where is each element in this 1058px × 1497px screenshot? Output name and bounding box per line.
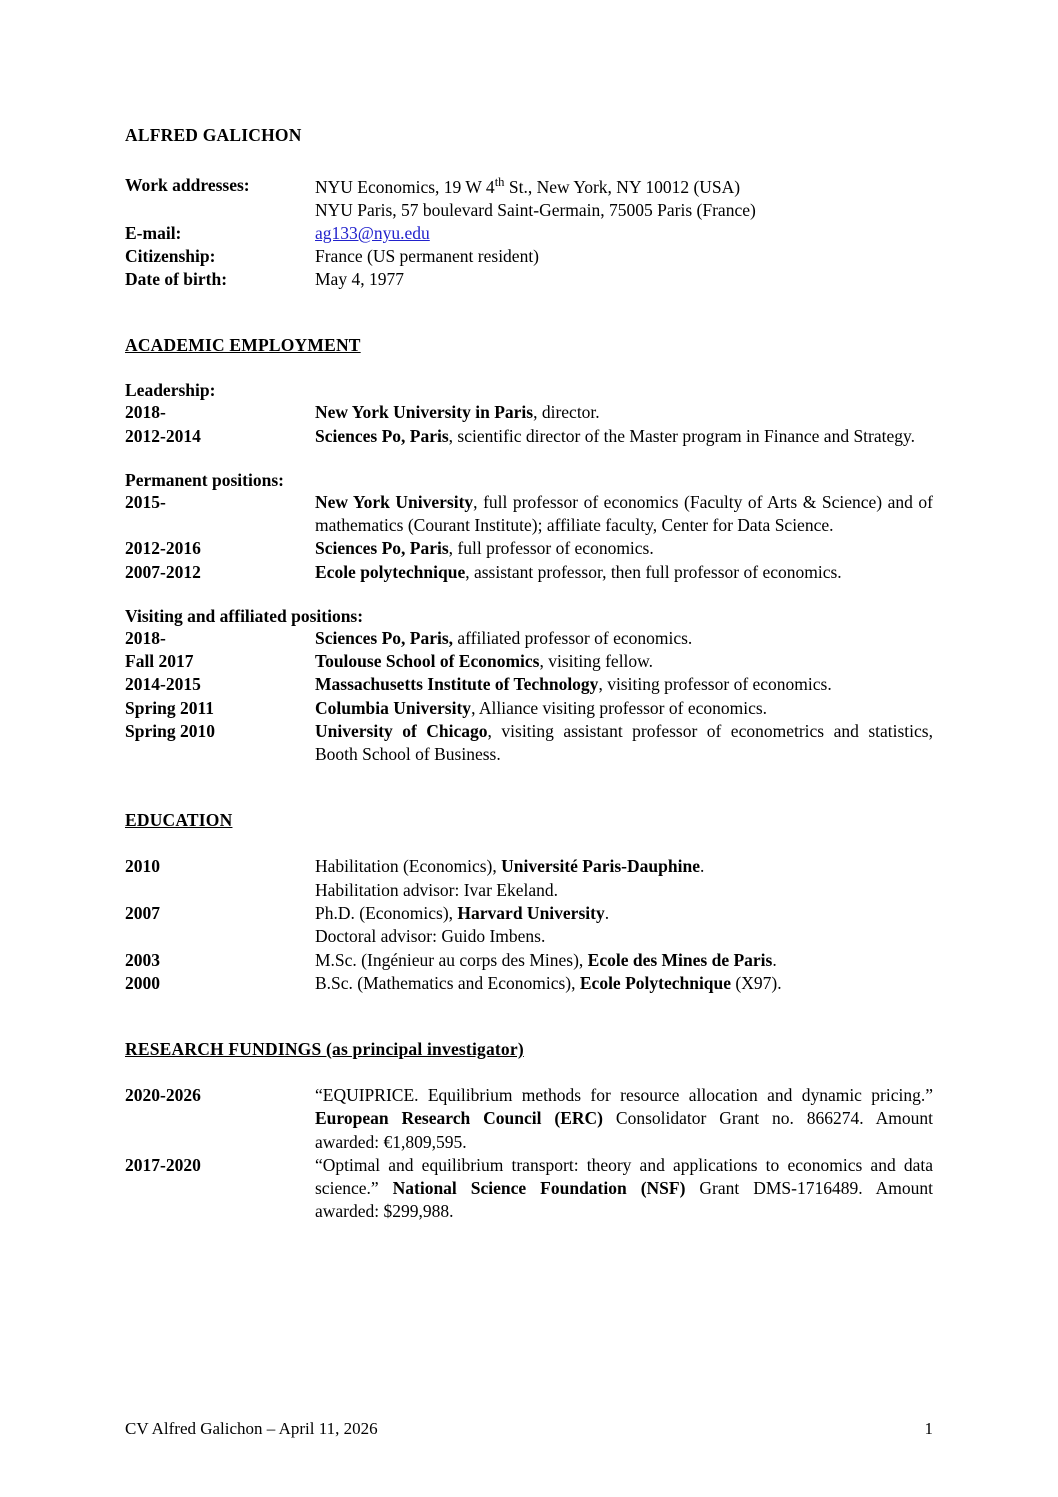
- entry-institution: Sciences Po, Paris: [315, 538, 449, 559]
- entry-description: [315, 537, 933, 560]
- page-number: 1: [924, 1419, 933, 1438]
- table-row: [125, 697, 933, 720]
- entry-year: 2012-2014: [125, 425, 201, 446]
- table-row: [125, 174, 756, 199]
- degree-text: Ph.D. (Economics),: [315, 903, 458, 924]
- entry-year: 2000: [125, 972, 160, 993]
- date-of-birth-value: May 4, 1977: [315, 269, 404, 290]
- footer-text: CV Alfred Galichon – April 11, 2026: [125, 1419, 378, 1438]
- entry-description: [315, 972, 933, 995]
- entry-year: 2012-2016: [125, 538, 201, 559]
- entry-institution: Sciences Po, Paris: [315, 425, 449, 446]
- entry-year: Spring 2010: [125, 720, 215, 741]
- empty-year: [125, 879, 315, 902]
- entry-institution: New York University: [315, 491, 474, 512]
- page-title: ALFRED GALICHON: [125, 125, 302, 145]
- grant-detail: Grant DMS-1716489. Amount awarded: $299,988.: [315, 1178, 933, 1222]
- ordinal-suffix: th: [494, 175, 505, 189]
- table-row: [125, 1084, 933, 1154]
- table-row: [125, 855, 933, 878]
- work-addresses-label: Work addresses:: [125, 175, 250, 195]
- email-cell: [315, 222, 756, 245]
- entry-detail: , scientific director of the Master program in Finance and Strategy.: [448, 425, 916, 446]
- entry-institution: Massachusetts Institute of Technology: [315, 674, 599, 695]
- entry-description: [315, 561, 933, 584]
- entry-detail: , visiting fellow.: [539, 651, 654, 672]
- entry-detail: affiliated professor of economics.: [453, 627, 693, 648]
- table-row: [125, 425, 933, 448]
- leadership-entries: [125, 401, 933, 448]
- degree-text: M.Sc. (Ingénieur au corps des Mines),: [315, 949, 588, 970]
- entry-institution: Université Paris-Dauphine: [501, 856, 700, 877]
- email-link[interactable]: ag133@nyu.edu: [315, 223, 430, 244]
- entry-description: [315, 627, 933, 650]
- section-academic-employment-title: ACADEMIC EMPLOYMENT: [125, 335, 361, 356]
- entry-year: Fall 2017: [125, 651, 194, 672]
- entry-institution: Ecole Polytechnique: [579, 972, 732, 993]
- entry-description: [315, 673, 933, 696]
- table-row: [125, 491, 933, 538]
- table-row: [125, 972, 933, 995]
- work-address-line-2: NYU Paris, 57 boulevard Saint-Germain, 75005 Paris (France): [315, 199, 756, 220]
- entry-detail: .: [772, 949, 777, 970]
- table-row: [125, 627, 933, 650]
- advisor-line: Doctoral advisor: Guido Imbens.: [315, 926, 546, 947]
- funding-agency: European Research Council (ERC): [315, 1108, 603, 1129]
- table-row: [125, 879, 933, 902]
- entry-detail: , full professor of economics (Faculty of Arts & Science) and of mathematics (Courant Institute); affiliate faculty, Center for Data Science.: [315, 491, 933, 536]
- entry-year: 2014-2015: [125, 674, 201, 695]
- grant-detail: Consolidator Grant no. 866274. Amount awarded: €1,809,595.: [315, 1108, 933, 1152]
- table-row: [125, 268, 756, 291]
- entry-detail: , Alliance visiting professor of economics.: [471, 697, 768, 718]
- entry-institution: Columbia University: [315, 697, 472, 718]
- entry-year: Spring 2011: [125, 697, 214, 718]
- table-row: [125, 537, 933, 560]
- entry-detail: (X97).: [731, 972, 782, 993]
- entry-year: 2015-: [125, 491, 166, 512]
- entry-detail: , assistant professor, then full professor of economics.: [465, 561, 842, 582]
- empty-year: [125, 925, 315, 948]
- entry-year: 2017-2020: [125, 1154, 201, 1175]
- citizenship-label: Citizenship:: [125, 246, 216, 267]
- table-row: [125, 902, 933, 925]
- date-of-birth-label: Date of birth:: [125, 269, 228, 290]
- entry-description: [315, 949, 933, 972]
- table-row: [125, 650, 933, 673]
- entry-institution: Ecole polytechnique: [315, 561, 466, 582]
- table-row: [125, 949, 933, 972]
- entry-description: [315, 720, 933, 767]
- entry-description: [315, 697, 933, 720]
- email-label: E-mail:: [125, 223, 182, 244]
- grant-title: “EQUIPRICE. Equilibrium methods for resource allocation and dynamic pricing.”: [315, 1085, 933, 1106]
- table-row: [125, 199, 756, 222]
- entry-detail: .: [604, 903, 610, 924]
- table-row: [125, 720, 933, 767]
- entry-year: 2018-: [125, 627, 166, 648]
- entry-institution: Toulouse School of Economics: [315, 651, 540, 672]
- entry-detail: , visiting professor of economics.: [598, 674, 832, 695]
- entry-description: [315, 491, 933, 538]
- table-row: [125, 245, 756, 268]
- contact-info-table: [125, 174, 756, 291]
- section-research-fundings-title: RESEARCH FUNDINGS (as principal investigator): [125, 1039, 524, 1060]
- entry-institution: University of Chicago: [315, 720, 488, 741]
- entry-year: 2007-2012: [125, 561, 201, 582]
- grant-title: “Optimal and equilibrium transport: theory and applications to economics and data science.”: [315, 1154, 933, 1199]
- entry-description: [315, 425, 933, 448]
- section-education-title: EDUCATION: [125, 810, 233, 831]
- table-row: [125, 1154, 933, 1224]
- entry-description: [315, 855, 933, 878]
- degree-text: Habilitation (Economics),: [315, 856, 502, 877]
- entry-detail: .: [699, 856, 705, 877]
- page-footer: [125, 1419, 933, 1439]
- advisor-line: Habilitation advisor: Ivar Ekeland.: [315, 879, 558, 900]
- subhead-visiting-positions: Visiting and affiliated positions:: [125, 605, 364, 626]
- entry-institution: Sciences Po, Paris,: [315, 627, 454, 648]
- visiting-positions-entries: [125, 627, 933, 767]
- permanent-positions-entries: [125, 491, 933, 584]
- entry-description: [315, 1154, 933, 1224]
- empty-label: [125, 199, 315, 222]
- table-row: [125, 673, 933, 696]
- entry-detail: , full professor of economics.: [448, 538, 654, 559]
- table-row: [125, 401, 933, 424]
- education-entries: [125, 855, 933, 995]
- entry-institution: Ecole des Mines de Paris: [587, 949, 773, 970]
- table-row: [125, 222, 756, 245]
- entry-year: 2003: [125, 949, 160, 970]
- subhead-permanent-positions: Permanent positions:: [125, 469, 284, 490]
- entry-description: [315, 650, 933, 673]
- work-address-line-1: NYU Economics, 19 W 4th St., New York, NY 10012 (USA): [315, 175, 741, 197]
- entry-institution: New York University in Paris: [315, 402, 534, 423]
- degree-text: B.Sc. (Mathematics and Economics),: [315, 972, 580, 993]
- citizenship-value: France (US permanent resident): [315, 246, 540, 267]
- subhead-leadership: Leadership:: [125, 380, 216, 401]
- entry-year: 2007: [125, 903, 160, 924]
- entry-description: [315, 401, 933, 424]
- table-row: [125, 561, 933, 584]
- entry-year: 2010: [125, 856, 160, 877]
- entry-detail: , visiting assistant professor of econometrics and statistics, Booth School of Business.: [315, 720, 933, 765]
- entry-year: 2020-2026: [125, 1085, 201, 1106]
- entry-institution: Harvard University: [457, 903, 605, 924]
- table-row: [125, 925, 933, 948]
- entry-year: 2018-: [125, 402, 166, 423]
- research-fundings-entries: [125, 1084, 933, 1224]
- entry-description: [315, 1084, 933, 1154]
- entry-detail: , director.: [533, 402, 600, 423]
- funding-agency: National Science Foundation (NSF): [392, 1178, 686, 1199]
- entry-description: [315, 902, 933, 925]
